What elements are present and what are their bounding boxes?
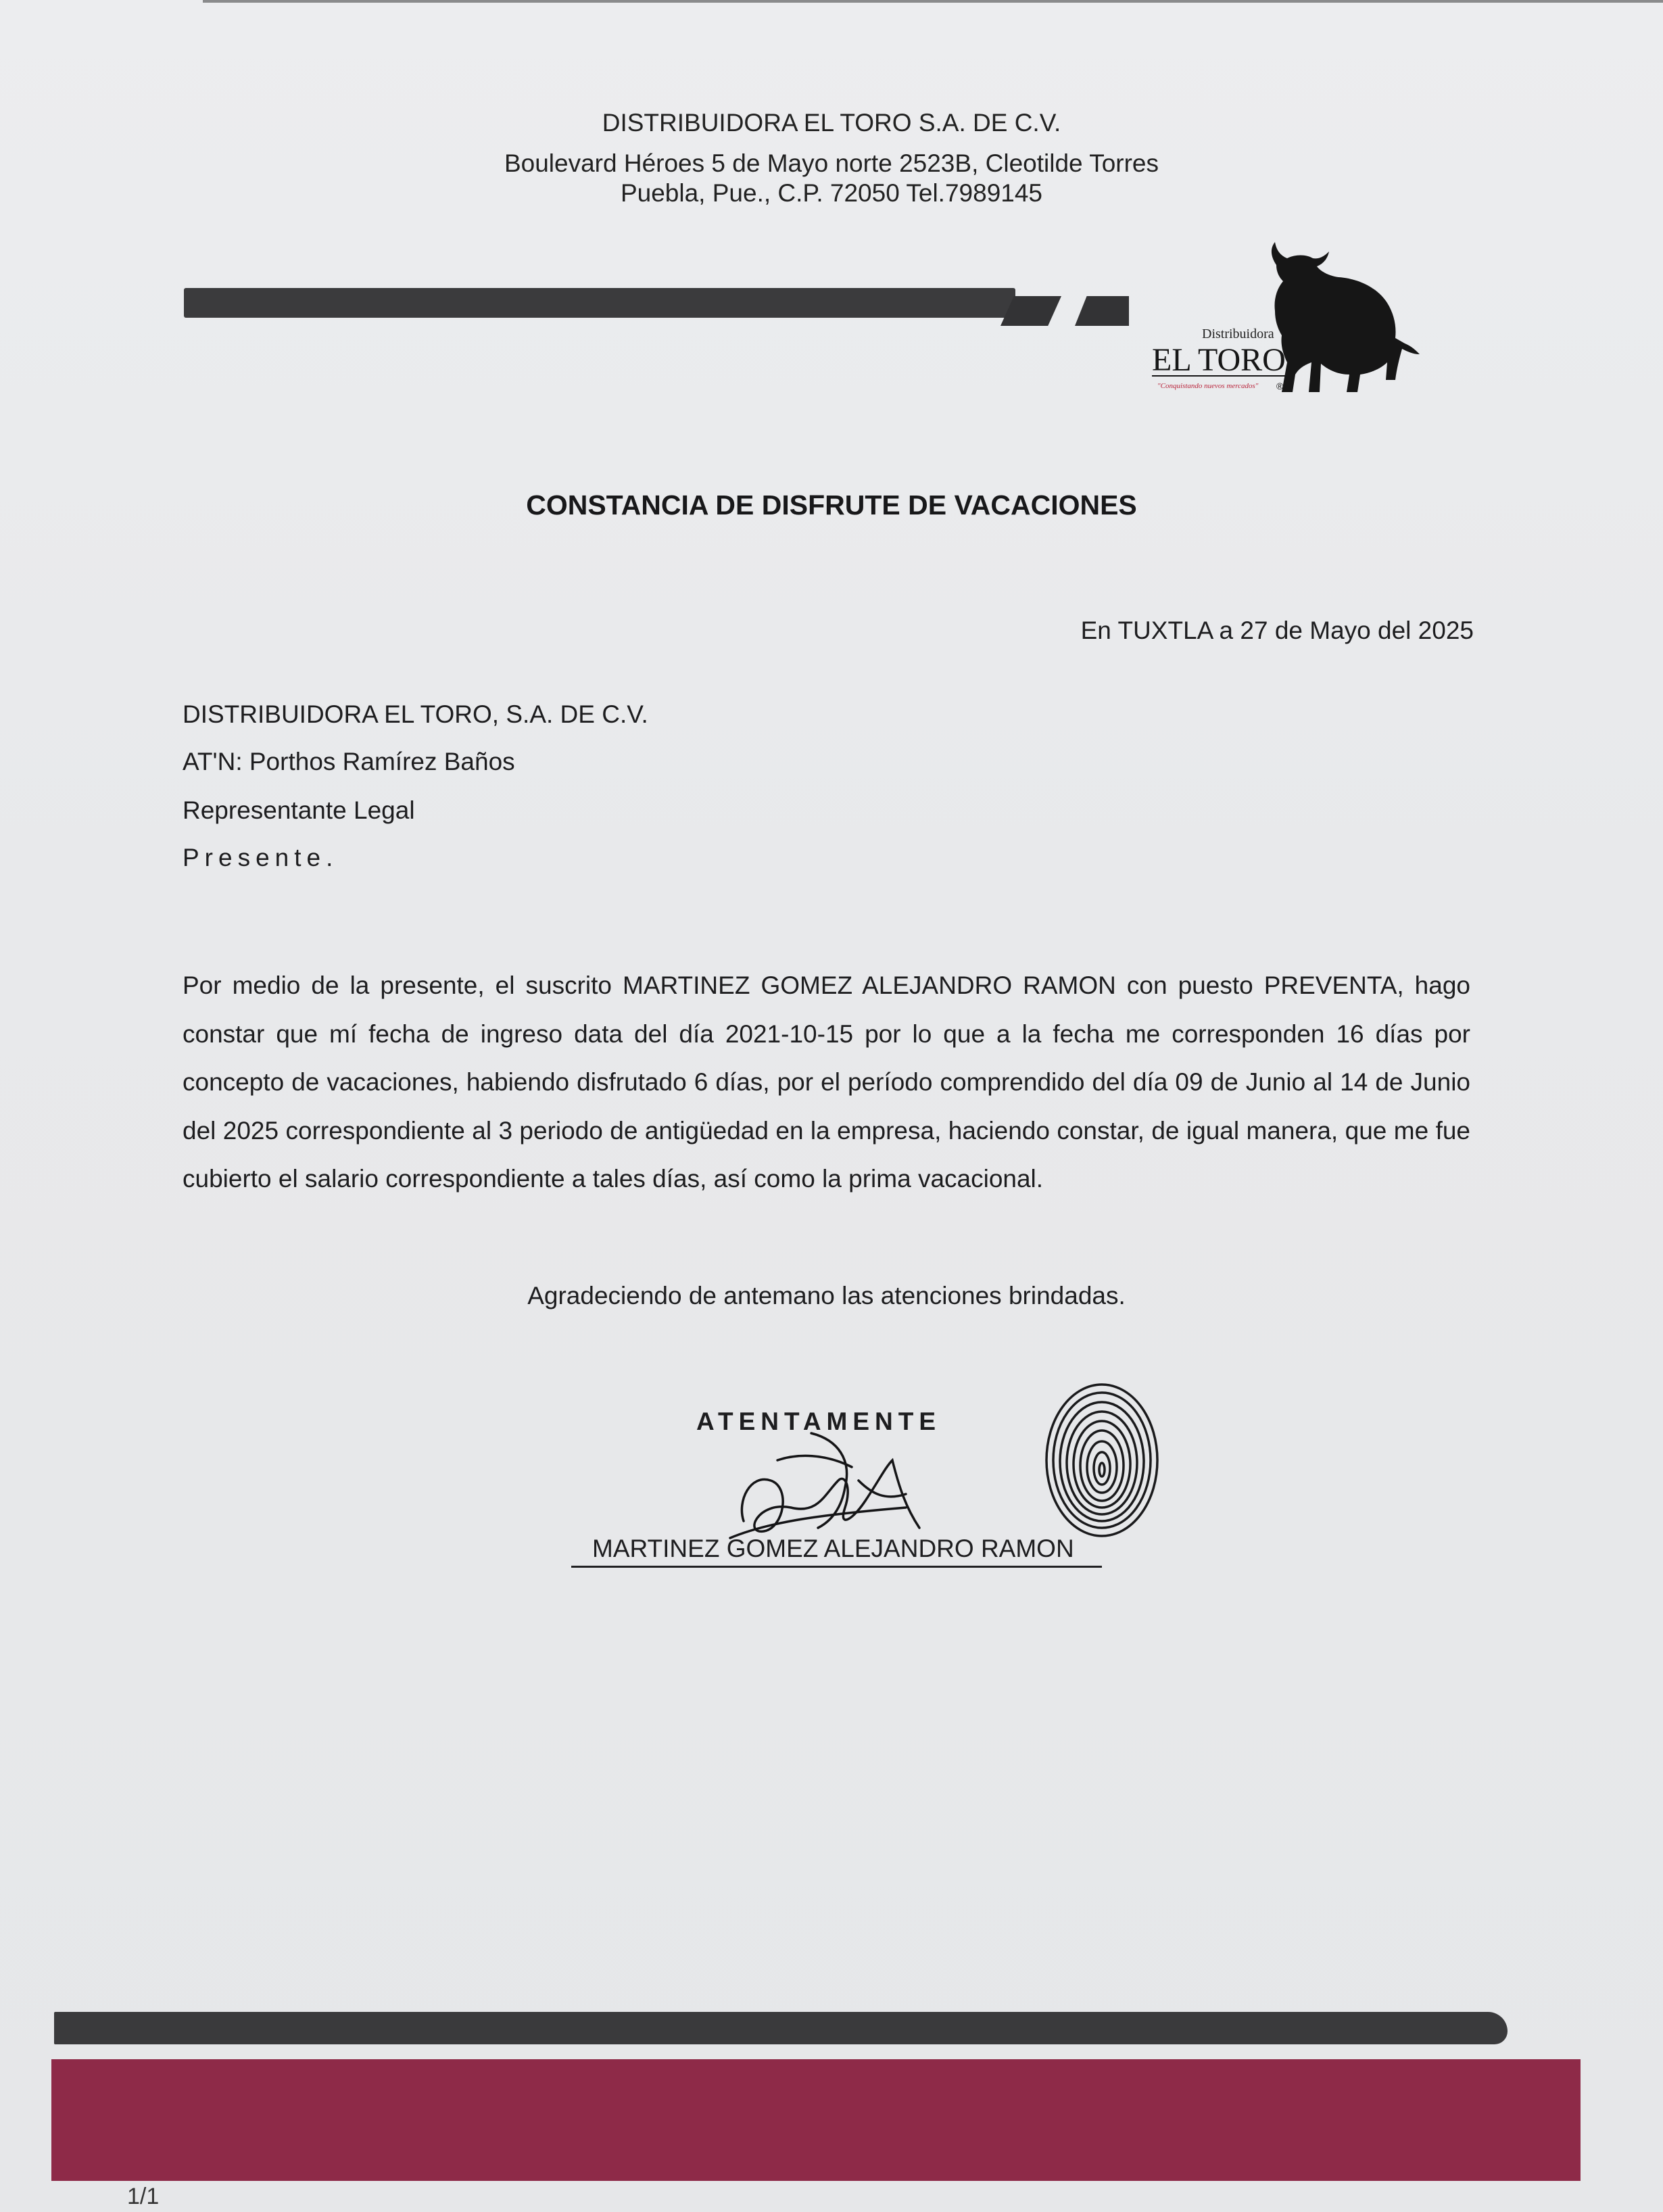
logo-tagline: "Conquistando nuevos mercados" <box>1157 382 1259 390</box>
date-line: En TUXTLA a 27 de Mayo del 2025 <box>1080 617 1474 644</box>
header-bar-tab <box>1075 296 1129 326</box>
logo-registered: ® <box>1276 381 1284 391</box>
thanks-line: Agradeciendo de antemano las atenciones brindadas. <box>527 1282 1126 1309</box>
company-address <box>0 149 1663 208</box>
page-number: 1/1 <box>127 2184 160 2209</box>
body-paragraph: Por medio de la presente, el suscrito MARTINEZ GOMEZ ALEJANDRO RAMON con puesto PREVENTA, hago constar que mí fecha de ingreso data del día 2021-10-15 por lo que a la fecha me corresponden 16 días por concepto de vacaciones, habiendo disfrutado 6 días, por el período comprendido del día 09 de Junio al 14 de Junio del 2025 correspondiente al 3 periodo de antigüedad en la empresa, haciendo constar, de igual manera, que me fue cubierto el salario correspondiente a tales días, así como la prima vacacional. <box>183 971 1470 1193</box>
recipient-attention: AT'N: Porthos Ramírez Baños <box>183 748 515 775</box>
header-bar <box>184 288 1015 318</box>
recipient-presente: Presente. <box>183 844 339 871</box>
bull-icon <box>1272 242 1420 392</box>
logo-small-text: Distribuidora <box>1202 327 1274 341</box>
logo-brand: EL TORO <box>1152 342 1286 378</box>
footer-bar <box>54 2012 1508 2044</box>
document-title: CONSTANCIA DE DISFRUTE DE VACACIONES <box>526 489 1137 521</box>
recipient-company: DISTRIBUIDORA EL TORO, S.A. DE C.V. <box>183 700 648 728</box>
signer-name: MARTINEZ GOMEZ ALEJANDRO RAMON <box>592 1535 1074 1562</box>
address-line-1: Boulevard Héroes 5 de Mayo norte 2523B, Cleotilde Torres <box>504 149 1159 177</box>
closing-atentamente: ATENTAMENTE <box>696 1408 942 1435</box>
signature-line <box>571 1566 1102 1568</box>
page-edge <box>203 0 1663 3</box>
recipient-role: Representante Legal <box>183 796 415 824</box>
el-toro-logo <box>1142 230 1440 399</box>
address-line-2: Puebla, Pue., C.P. 72050 Tel.7989145 <box>620 179 1043 207</box>
company-name: DISTRIBUIDORA EL TORO S.A. DE C.V. <box>602 109 1061 137</box>
company-header <box>0 108 1663 138</box>
fingerprint-mark <box>1041 1379 1163 1541</box>
footer-band <box>51 2059 1581 2181</box>
